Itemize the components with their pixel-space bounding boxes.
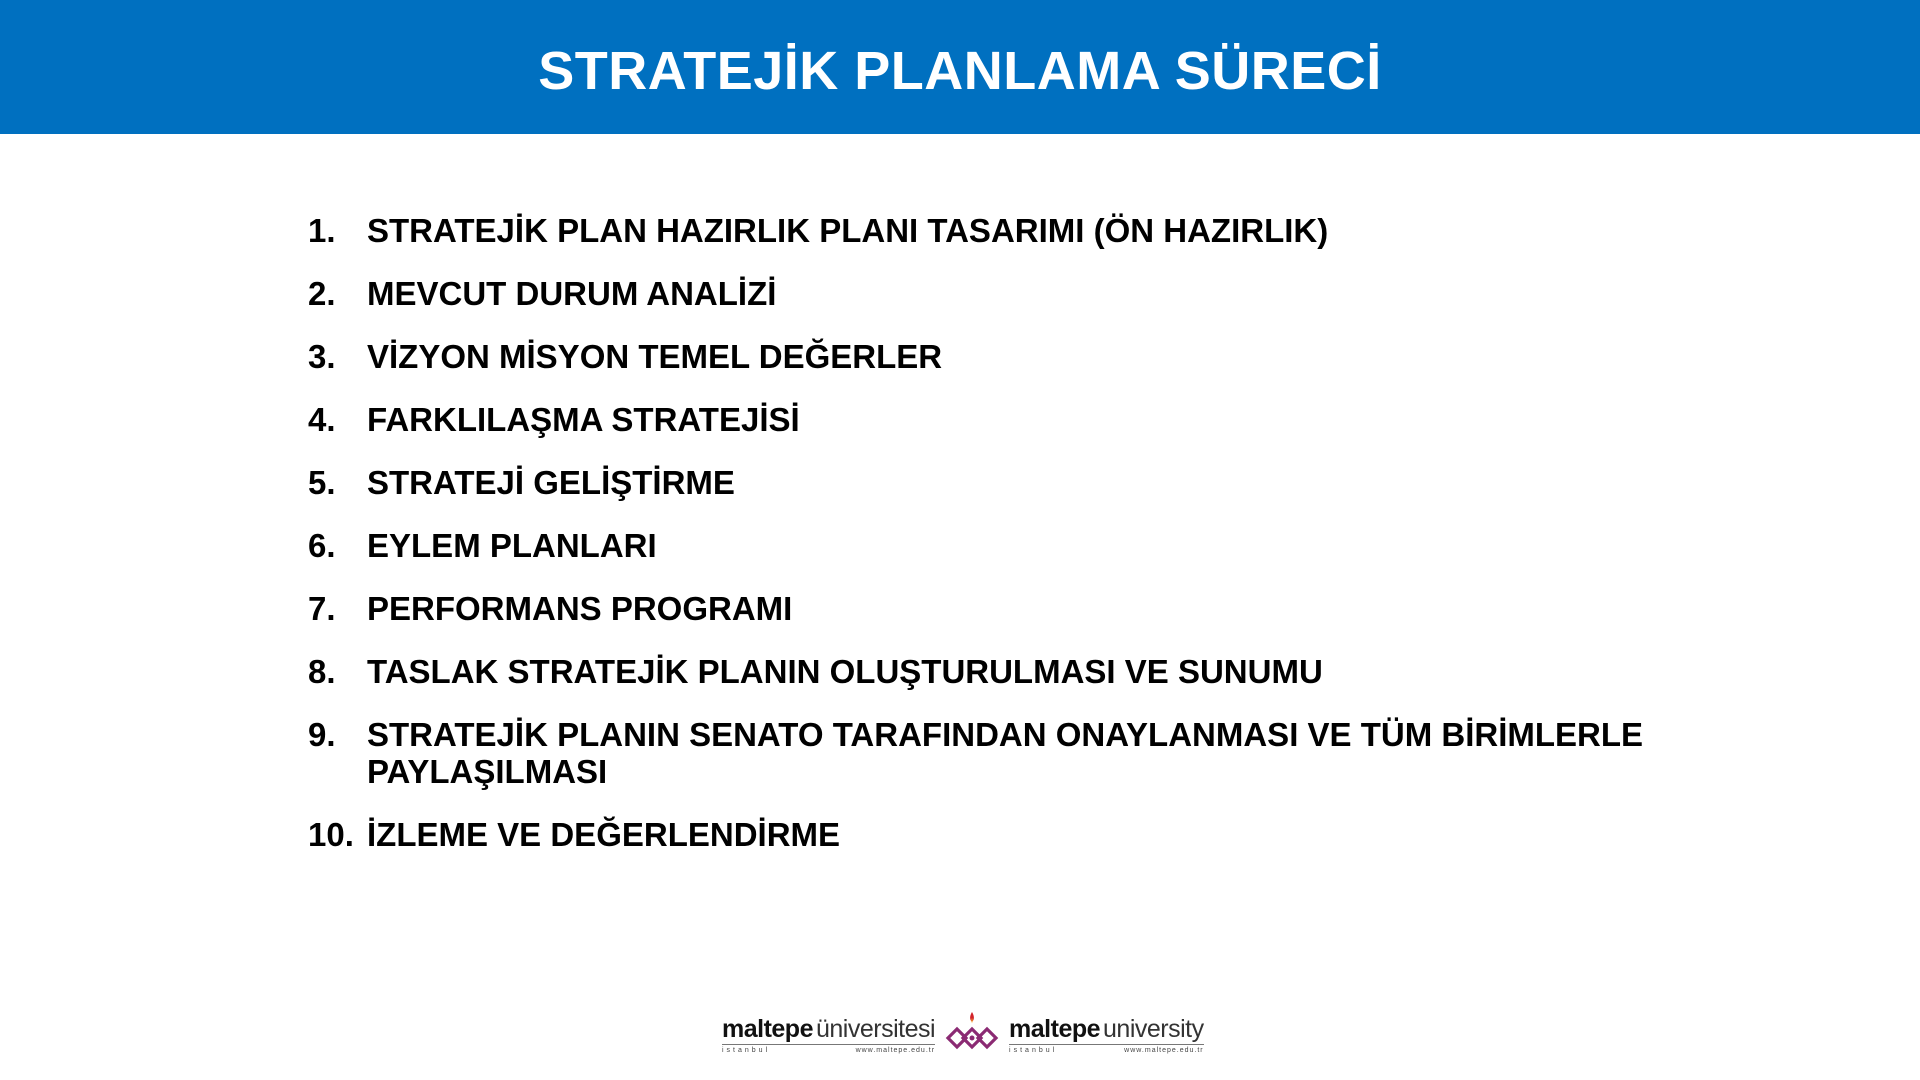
step-number: 4. (308, 401, 336, 438)
step-number: 3. (308, 338, 336, 375)
step-text: MEVCUT DURUM ANALİZİ (367, 275, 777, 312)
step-text: STRATEJİ GELİŞTİRME (367, 464, 735, 501)
logo-main-text: maltepe (1009, 1014, 1101, 1043)
list-item (308, 275, 1728, 312)
page-title: STRATEJİK PLANLAMA SÜRECİ (538, 41, 1382, 101)
title-bar (0, 0, 1920, 134)
footer-logos (722, 1010, 1204, 1060)
step-text: VİZYON MİSYON TEMEL DEĞERLER (367, 338, 943, 375)
logo-url-text: www.maltepe.edu.tr (855, 1046, 936, 1054)
logo-url-text: www.maltepe.edu.tr (1124, 1046, 1204, 1054)
list-item (308, 464, 1728, 501)
process-steps-list (308, 212, 1728, 879)
step-text: FARKLILAŞMA STRATEJİSİ (367, 401, 800, 438)
step-number: 8. (308, 653, 336, 690)
step-number: 9. (308, 716, 336, 753)
step-text: İZLEME VE DEĞERLENDİRME (367, 816, 841, 853)
step-number: 6. (308, 527, 336, 564)
step-number: 10. (308, 816, 354, 853)
logo-city-text: istanbul (722, 1046, 771, 1054)
step-number: 2. (308, 275, 336, 312)
list-item (308, 212, 1728, 249)
step-text: TASLAK STRATEJİK PLANIN OLUŞTURULMASI VE SUNUMU (367, 653, 1323, 690)
list-item (308, 527, 1728, 564)
university-emblem-icon (945, 1010, 999, 1060)
list-item (308, 816, 1728, 853)
list-item (308, 653, 1728, 690)
step-text: PERFORMANS PROGRAMI (367, 590, 793, 627)
logo-main-text: maltepe (722, 1014, 813, 1043)
step-number: 5. (308, 464, 336, 501)
logo-sub-text: university (1103, 1014, 1204, 1043)
logo-city-text: istanbul (1009, 1046, 1058, 1054)
maltepe-university-logo (1009, 1014, 1204, 1054)
step-text: STRATEJİK PLANIN SENATO TARAFINDAN ONAYLANMASI VE TÜM BİRİMLERLE PAYLAŞILMASI (367, 716, 1644, 790)
logo-sub-text: üniversitesi (815, 1014, 936, 1043)
step-text: EYLEM PLANLARI (367, 527, 657, 564)
list-item (308, 401, 1728, 438)
list-item (308, 716, 1728, 790)
maltepe-universitesi-logo (722, 1014, 936, 1054)
step-number: 1. (308, 212, 336, 249)
step-text: STRATEJİK PLAN HAZIRLIK PLANI TASARIMI (ÖN HAZIRLIK) (367, 212, 1329, 249)
list-item (308, 338, 1728, 375)
emblem-caption (971, 1053, 972, 1058)
step-number: 7. (308, 590, 336, 627)
list-item (308, 590, 1728, 627)
